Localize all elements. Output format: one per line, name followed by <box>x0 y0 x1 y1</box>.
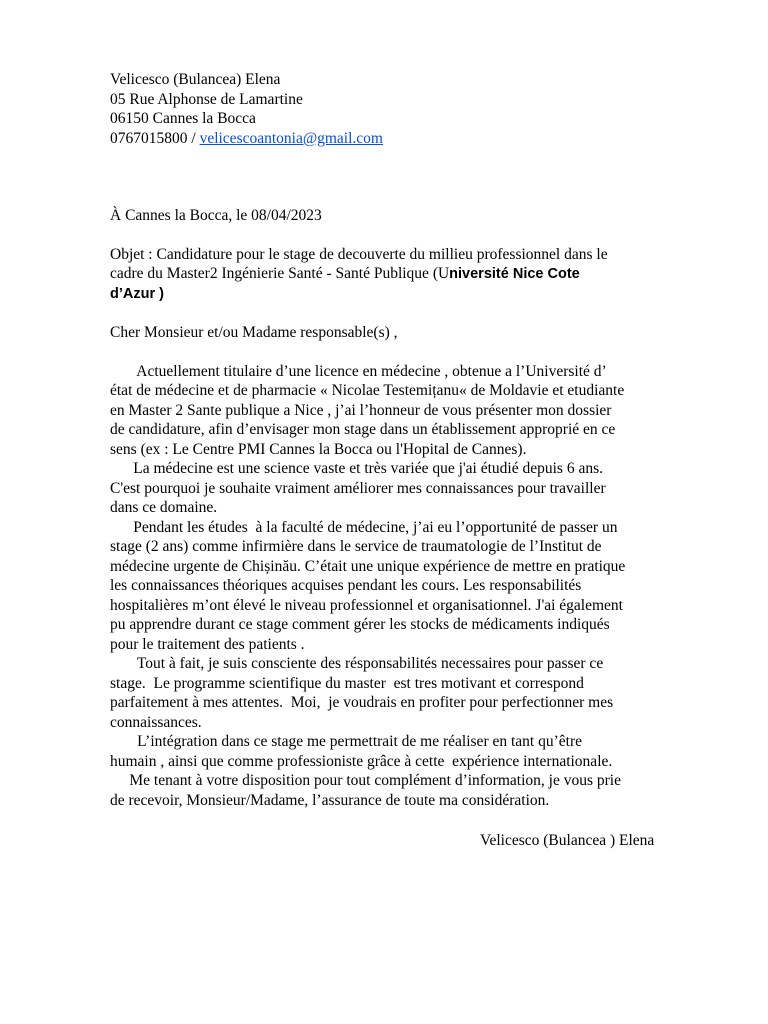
objet-line-2 <box>110 264 710 285</box>
sender-name: Velicesco (Bulancea) Elena <box>110 71 281 88</box>
body-line: parfaitement à mes attentes. Moi, je voudrais en profiter pour perfectionner mes <box>110 694 614 711</box>
salutation: Cher Monsieur et/ou Madame responsable(s) , <box>110 324 398 341</box>
sender-email-link[interactable]: velicescoantonia@gmail.com <box>199 129 383 147</box>
body-line: pour le traitement des patients . <box>110 635 305 653</box>
body-line: de candidature, afin d’envisager mon stage dans un établissement approprié en ce <box>110 421 616 438</box>
body-line: C'est pourquoi je souhaite vraiment améliorer mes connaissances pour travailler <box>110 479 606 497</box>
letter-page <box>110 70 710 810</box>
body-line: Me tenant à votre disposition pour tout complément d’information, je vous prie <box>110 772 621 789</box>
body-line: en Master 2 Sante publique a Nice , j’ai l’honneur de vous présenter mon dossier <box>110 401 612 419</box>
body-line: connaissances. <box>110 713 202 731</box>
body-line: humain , ainsi que comme professioniste grâce à cette expérience internationale. <box>110 752 613 770</box>
body-line: Actuellement titulaire d’une licence en médecine , obtenue a l’Université d’ <box>110 362 607 380</box>
objet-line-2-normal: cadre du Master2 Ingénierie Santé - Santé Publique (U <box>110 265 450 282</box>
objet-line-1: Objet : Candidature pour le stage de decouverte du millieu professionnel dans le <box>110 245 608 263</box>
objet-line-2-bold: niversité Nice Cote <box>449 266 580 282</box>
body-line: de recevoir, Monsieur/Madame, l’assurance de toute ma considération. <box>110 791 550 809</box>
sender-contact <box>110 129 710 149</box>
body-line: L’intégration dans ce stage me permettrait de me réaliser en tant qu’être <box>110 733 582 750</box>
body-line: état de médecine et de pharmacie « Nicolae Testemițanu« de Moldavie et etudiante <box>110 382 625 399</box>
body-line: médecine urgente de Chișinău. C’était une unique expérience de mettre en pratique <box>110 557 626 575</box>
objet-line-3: d’Azur ) <box>110 285 164 302</box>
body-line: Pendant les études à la faculté de médecine, j’ai eu l’opportunité de passer un <box>110 518 618 536</box>
date-line: À Cannes la Bocca, le 08/04/2023 <box>110 207 322 224</box>
body-line: Tout à fait, je suis consciente des résponsabilités necessaires pour passer ce <box>110 655 604 672</box>
body-line: pu apprendre durant ce stage comment gérer les stocks de médicaments indiqués <box>110 616 610 633</box>
body-line: dans ce domaine. <box>110 499 218 516</box>
body-line: hospitalières m’ont élevé le niveau professionnel et organisationnel. J'ai également <box>110 596 623 614</box>
sender-city: 06150 Cannes la Bocca <box>110 110 256 127</box>
sender-phone: 0767015800 / <box>110 129 200 147</box>
sender-block <box>110 70 710 148</box>
objet-block <box>110 245 710 305</box>
sender-street: 05 Rue Alphonse de Lamartine <box>110 90 303 108</box>
letter-body <box>110 362 710 811</box>
body-line: stage (2 ans) comme infirmière dans le service de traumatologie de l’Institut de <box>110 538 602 555</box>
body-line: les connaissances théoriques acquises pendant les cours. Les responsabilités <box>110 577 582 594</box>
body-line: sens (ex : Le Centre PMI Cannes la Bocca ou l'Hopital de Cannes). <box>110 440 527 458</box>
signature: Velicesco (Bulancea ) Elena <box>480 832 655 849</box>
body-line: La médecine est une science vaste et très variée que j'ai étudié depuis 6 ans. <box>110 460 603 477</box>
body-line: stage. Le programme scientifique du master est tres motivant et correspond <box>110 674 584 692</box>
